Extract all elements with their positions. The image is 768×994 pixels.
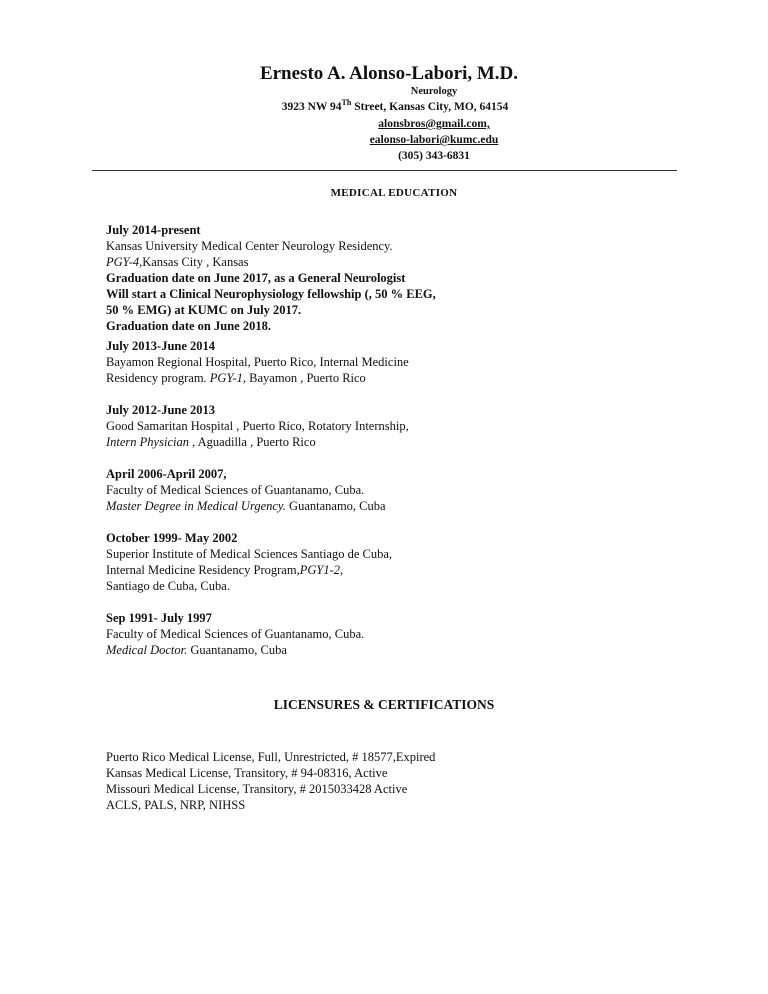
spacer <box>106 450 666 466</box>
entry-detail <box>106 434 666 450</box>
education-entry <box>106 610 666 658</box>
education-entry <box>106 466 666 514</box>
entry-date: April 2006-April 2007, <box>106 467 227 481</box>
entry-note: Graduation date on June 2017, as a General Neurologist <box>106 271 406 285</box>
entry-role: PGY-1 <box>209 371 243 385</box>
entry-note: Will start a Clinical Neurophysiology fellowship (, 50 % EEG, <box>106 287 436 301</box>
entry-program: Residency program. <box>106 371 210 385</box>
entry-date: July 2014-present <box>106 223 201 237</box>
entry-institution: Superior Institute of Medical Sciences Santiago de Cuba, <box>106 547 393 561</box>
entry-institution: Faculty of Medical Sciences of Guantanamo, Cuba. <box>106 483 365 497</box>
entry-note: Graduation date on June 2018. <box>106 319 271 333</box>
email-link-gmail[interactable]: alonsbros@gmail.com, <box>378 118 490 130</box>
entry-detail <box>106 254 666 270</box>
education-entry <box>106 338 666 386</box>
resume-header <box>0 63 768 164</box>
address-street-number: 3923 NW 94 <box>281 101 342 113</box>
entry-detail <box>106 562 666 578</box>
entry-institution: Faculty of Medical Sciences of Guantanamo, Cuba. <box>106 627 365 641</box>
entry-punctuation: , <box>339 563 344 577</box>
licenses-list <box>106 749 666 813</box>
address <box>0 98 768 116</box>
phone-number: (305) 343-6831 <box>398 150 470 162</box>
entry-location: Kansas City , Kansas <box>142 255 249 269</box>
entry-location: Guantanamo, Cuba <box>285 499 386 513</box>
entry-institution: Kansas University Medical Center Neurology Residency. <box>106 239 393 253</box>
entry-institution: Good Samaritan Hospital , Puerto Rico, Rotatory Internship, <box>106 419 409 433</box>
entry-institution: Bayamon Regional Hospital, Puerto Rico, Internal Medicine <box>106 355 409 369</box>
entry-detail <box>106 498 666 514</box>
doctor-name: Ernesto A. Alonso-Labori, M.D. <box>259 63 519 84</box>
entry-program: Internal Medicine Residency Program, <box>106 563 300 577</box>
license-item: Kansas Medical License, Transitory, # 94-08316, Active <box>106 766 388 780</box>
licenses-section-title: LICENSURES & CERTIFICATIONS <box>273 697 495 712</box>
entry-location: Guantanamo, Cuba <box>187 643 287 657</box>
certification-item: ACLS, PALS, NRP, NIHSS <box>106 798 246 812</box>
education-entry <box>106 402 666 450</box>
license-item: Puerto Rico Medical License, Full, Unrestricted, # 18577,Expired <box>106 750 436 764</box>
entry-date: July 2013-June 2014 <box>106 339 216 353</box>
education-list <box>106 222 666 658</box>
entry-date: July 2012-June 2013 <box>106 403 216 417</box>
address-ordinal-suffix: Th <box>341 98 352 108</box>
specialty: Neurology <box>410 86 458 97</box>
spacer <box>106 386 666 402</box>
entry-role: Intern Physician <box>106 435 189 449</box>
education-entry <box>106 222 666 334</box>
entry-detail <box>106 642 666 658</box>
entry-detail <box>106 370 666 386</box>
education-section-title: MEDICAL EDUCATION <box>330 187 458 199</box>
entry-date: Sep 1991- July 1997 <box>106 611 212 625</box>
entry-date: October 1999- May 2002 <box>106 531 238 545</box>
header-divider <box>92 170 677 171</box>
entry-role: PGY1-2 <box>299 563 340 577</box>
entry-degree: Medical Doctor. <box>106 643 188 657</box>
spacer <box>106 594 666 610</box>
education-entry <box>106 530 666 594</box>
spacer <box>106 514 666 530</box>
address-city-state-zip: Street, Kansas City, MO, 64154 <box>351 101 509 113</box>
entry-location: , Bayamon , Puerto Rico <box>242 371 366 385</box>
entry-degree: Master Degree in Medical Urgency. <box>106 499 286 513</box>
entry-location: , Aguadilla , Puerto Rico <box>188 435 316 449</box>
license-item: Missouri Medical License, Transitory, # 2015033428 Active <box>106 782 408 796</box>
email-link-kumc[interactable]: ealonso-labori@kumc.edu <box>369 134 499 146</box>
entry-note: 50 % EMG) at KUMC on July 2017. <box>106 303 302 317</box>
entry-location: Santiago de Cuba, Cuba. <box>106 579 230 593</box>
entry-role: PGY-4, <box>106 255 143 269</box>
